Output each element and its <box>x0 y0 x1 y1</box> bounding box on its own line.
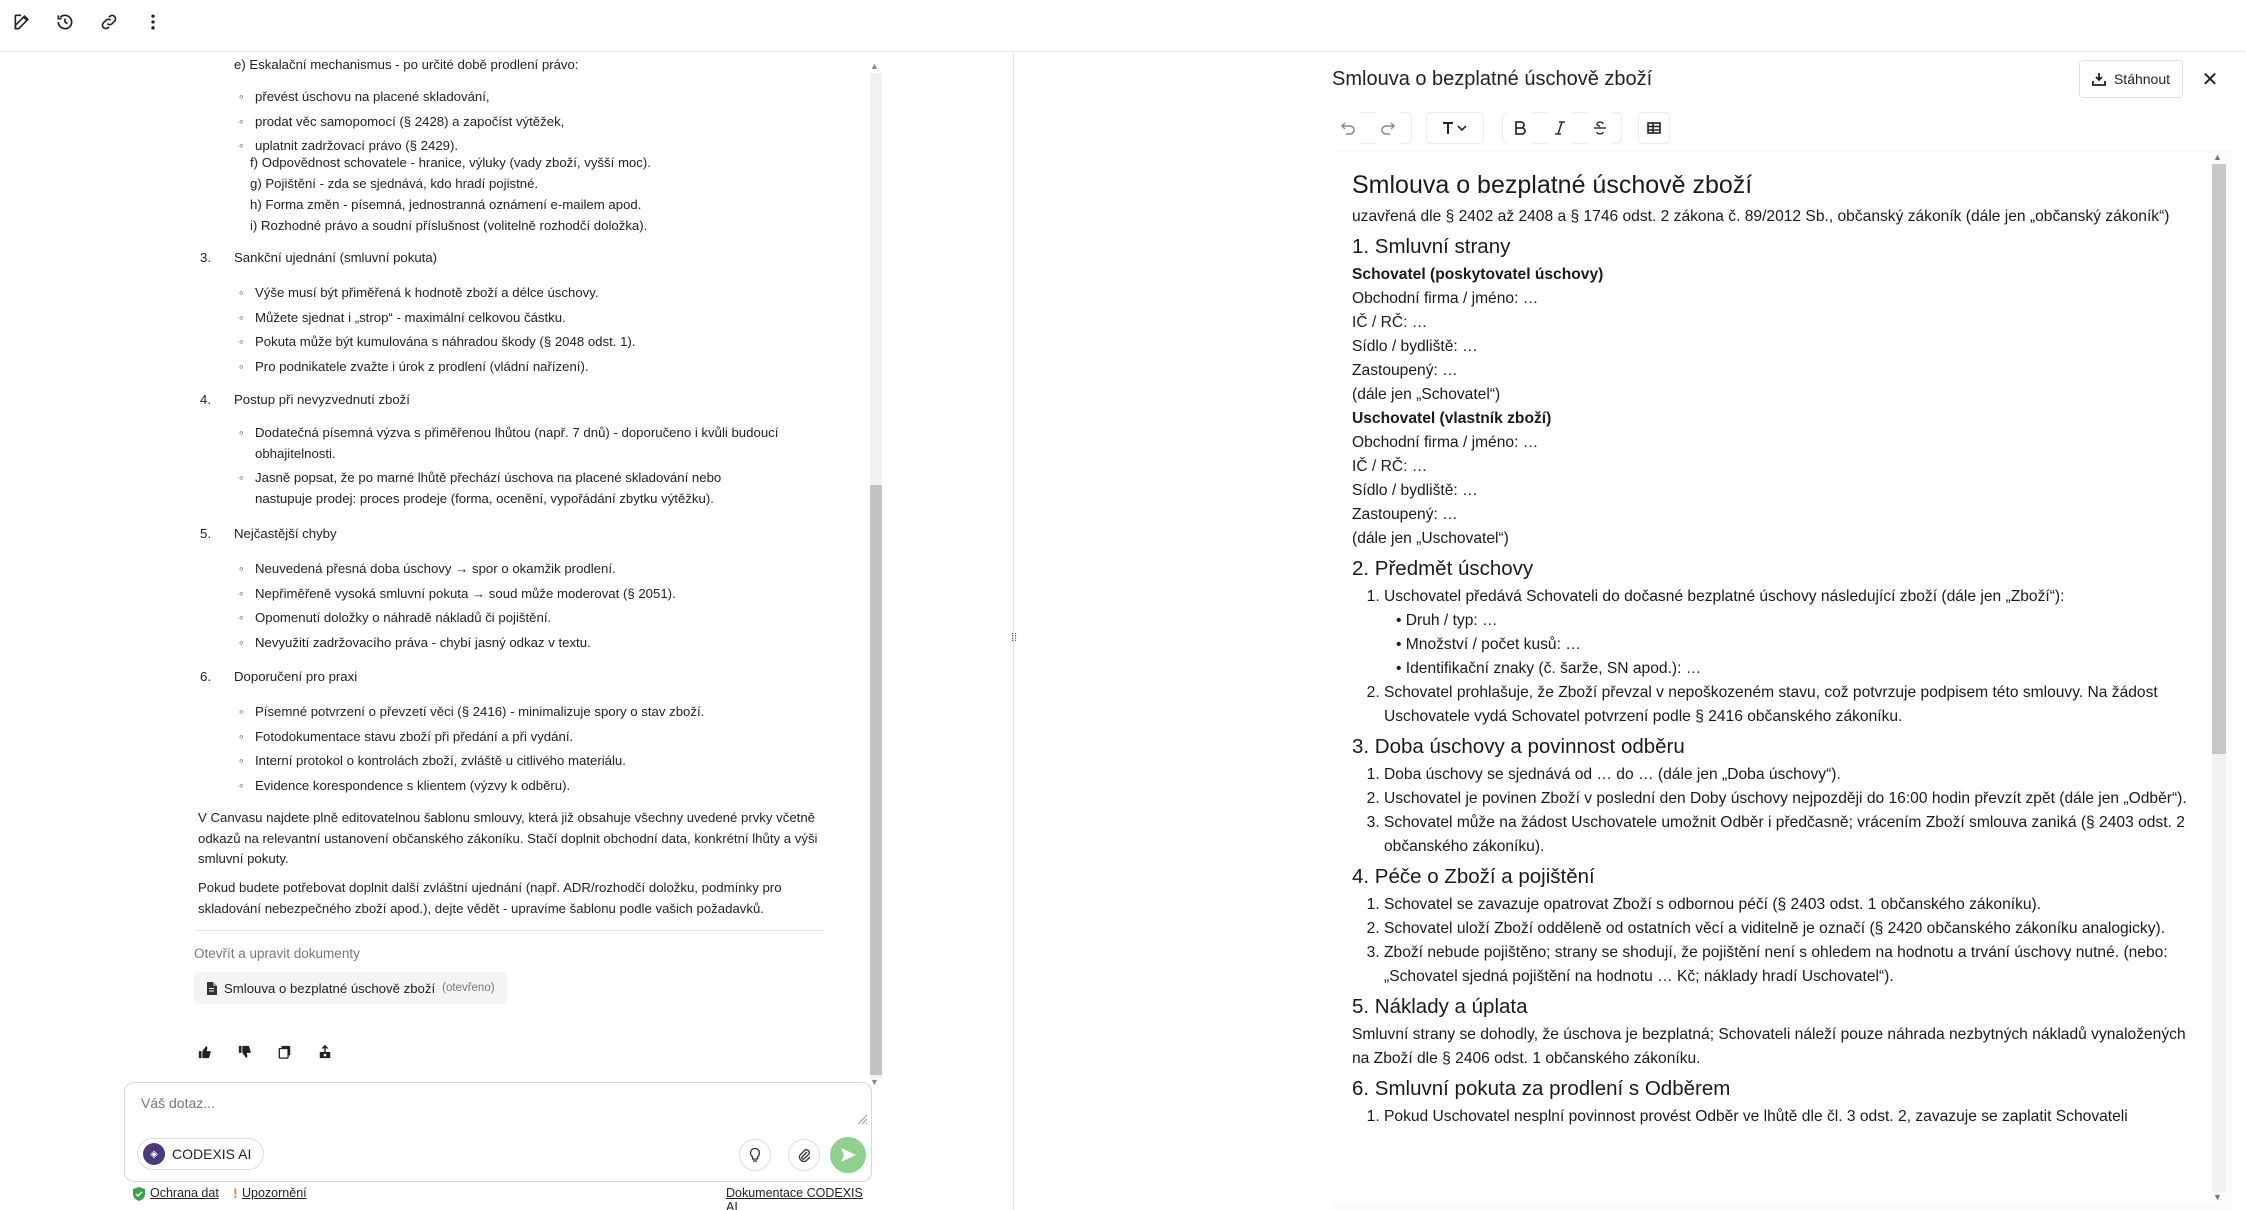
more-vertical-icon[interactable] <box>141 10 165 34</box>
assistant-message <box>178 53 846 1033</box>
lightbulb-icon <box>747 1147 763 1163</box>
list-item: ◦ převést úschovu na placené skladování, <box>239 85 799 110</box>
privacy-link[interactable]: Ochrana dat <box>150 1186 219 1200</box>
message-actions <box>178 1031 350 1073</box>
section-heading <box>200 250 437 265</box>
copy-icon[interactable] <box>278 1045 292 1059</box>
chat-panel <box>0 53 1012 1210</box>
section-number: 6. <box>200 669 211 684</box>
send-icon <box>839 1146 857 1164</box>
section-heading: 1. Smluvní strany <box>1352 235 1511 258</box>
document-title: Smlouva o bezplatné úschově zboží <box>1352 171 1753 199</box>
party-title: Uschovatel (vlastník zboží) <box>1352 410 1552 427</box>
send-button[interactable] <box>830 1137 866 1173</box>
numbered-list <box>1352 585 2202 729</box>
chat-scrollbar[interactable] <box>868 61 882 1086</box>
party-line: Obchodní firma / jméno: … <box>1352 290 1539 307</box>
text-style-dropdown[interactable] <box>1426 112 1484 144</box>
list-item: 1. Schovatel se zavazuje opatrovat Zboží s odbornou péčí (§ 2403 odst. 1 občanského zákoníku). <box>1384 893 2202 917</box>
scrollbar-thumb[interactable] <box>2212 164 2226 754</box>
edit-icon[interactable] <box>10 10 34 34</box>
list-item <box>1384 585 2202 681</box>
party-line: Zastoupený: … <box>1352 506 1458 523</box>
model-name: CODEXIS AI <box>172 1146 252 1162</box>
list-item: ◦ prodat věc samopomocí (§ 2428) a započíst výtěžek, <box>239 110 799 135</box>
list-item: ◦ Dodatečná písemná výzva s přiměřenou lhůtou (např. 7 dnů) - doporučeno i kvůli budoucí obhajitelnosti. <box>239 423 779 464</box>
party-line: Sídlo / bydliště: … <box>1352 338 1478 355</box>
table-icon[interactable] <box>1638 112 1670 144</box>
list-item: ◦ Výše musí být přiměřená k hodnotě zboží a délce úschovy. <box>239 281 799 306</box>
sub-list <box>239 700 799 798</box>
download-button[interactable] <box>2079 60 2183 98</box>
list-item: ◦ Můžete sjednat i „strop“ - maximální celkovou částku. <box>239 306 799 331</box>
resize-handle-icon[interactable]: ⁞⁞ <box>1010 632 1018 644</box>
list-item: 1. Pokud Uschovatel nesplní povinnost provést Odběr ve lhůtě dle čl. 3 odst. 2, zavazuje se zaplatit Schovateli <box>1384 1105 2202 1129</box>
resize-grip-icon[interactable] <box>856 1113 868 1125</box>
list-item: ◦ Jasně popsat, že po marné lhůtě přechází úschova na placené skladování nebo nastupuje prodej: proces prodeje (forma, ocenění, vypořádání zbytku výtěžku). <box>239 468 779 509</box>
numbered-list <box>1352 1105 2202 1129</box>
thumbs-down-icon[interactable] <box>238 1045 252 1059</box>
document-content[interactable] <box>1352 169 2202 1129</box>
list-item: ◦ Interní protokol o kontrolách zboží, zvláště u citlivého materiálu. <box>239 749 799 774</box>
message-paragraph: V Canvasu najdete plně editovatelnou šablonu smlouvy, která již obsahuje všechny uvedené prvky včetně odkazů na relevantní ustanovení občanského zákoníku. Stačí doplnit obchodní data, konkrétní lhůty a výši smluvní pokuty. <box>198 810 818 866</box>
list-item: • Množství / počet kusů: … <box>1396 633 2202 657</box>
model-selector[interactable] <box>137 1138 264 1170</box>
list-item: ◦ Opomenutí doložky o náhradě nákladů či pojištění. <box>239 606 799 631</box>
close-icon[interactable]: ✕ <box>2201 68 2219 91</box>
list-item: • Druh / typ: … <box>1396 609 2202 633</box>
bullet-list <box>1384 609 2202 681</box>
section-heading: 5. Náklady a úplata <box>1352 995 1528 1018</box>
download-label: Stáhnout <box>2113 71 2171 87</box>
party-line: Zastoupený: … <box>1352 362 1458 379</box>
party-line: IČ / RČ: … <box>1352 314 1428 331</box>
divider <box>196 930 824 931</box>
documentation-link[interactable]: Dokumentace CODEXIS AI <box>726 1186 863 1210</box>
chat-scroll-area[interactable] <box>178 53 846 1033</box>
list-item: ◦ Fotodokumentace stavu zboží při předání a při vydání. <box>239 725 799 750</box>
section-number: 5. <box>200 526 211 541</box>
list-item: 1. Doba úschovy se sjednává od … do … (dále jen „Doba úschovy“). <box>1384 763 2202 787</box>
shield-check-icon <box>133 1187 145 1201</box>
link-icon[interactable] <box>97 10 121 34</box>
party-title: Schovatel (poskytovatel úschovy) <box>1352 266 1604 283</box>
list-item: 2. Schovatel uloží Zboží odděleně od ostatních věcí a viditelně je označí (§ 2420 občanského zákoníku analogicky). <box>1384 917 2202 941</box>
document-subtitle: uzavřená dle § 2402 až 2408 a § 1746 odst. 2 zákona č. 89/2012 Sb., občanský zákoník (dále jen „občanský zákoník“) <box>1352 208 2170 225</box>
document-scrollbar[interactable] <box>2210 150 2226 1205</box>
message-paragraph: Pokud budete potřebovat doplnit další zvláštní ujednání (např. ADR/rozhodčí doložku, podmínky pro skladování nebezpečného zboží apod.), dejte vědět - upravíme šablonu podle vašich požadavků. <box>198 880 782 916</box>
document-editor[interactable] <box>1332 153 2214 1203</box>
scroll-up-arrow-icon[interactable]: ▲ <box>870 61 879 71</box>
idea-button[interactable] <box>739 1139 771 1171</box>
list-item: 2. Schovatel prohlašuje, že Zboží převzal v nepoškozeném stavu, což potvrzuje podpisem této smlouvy. Na žádost Uschovatele vydá Schovatel potvrzení podle § 2416 občanského zákoníku. <box>1384 681 2202 729</box>
italic-icon[interactable] <box>1544 112 1576 144</box>
warning-link[interactable]: Upozornění <box>242 1186 307 1200</box>
section-heading <box>200 526 337 541</box>
section-number: 4. <box>200 392 211 407</box>
document-chip-status: (otevřeno) <box>442 982 495 994</box>
section-title: Doporučení pro praxi <box>234 669 358 684</box>
document-icon <box>206 982 217 995</box>
list-item: 3. Zboží nebude pojištěno; strany se shodují, že pojištění není s ohledem na hodnotu a trvání úschovy nutné. (nebo: „Schovatel sjedná pojištění na hodnotu … Kč; náklady hradí Uschovatel“). <box>1384 941 2202 989</box>
section-title: Postup při nevyzvednutí zboží <box>234 392 410 407</box>
thumbs-up-icon[interactable] <box>198 1045 212 1059</box>
party-line: (dále jen „Uschovatel“) <box>1352 530 1509 547</box>
party-line: IČ / RČ: … <box>1352 458 1428 475</box>
warning-icon: ! <box>233 1185 238 1201</box>
list-item: e) Eskalační mechanismus - po určité době prodlení právo: <box>234 57 579 72</box>
section-title: Nejčastější chyby <box>234 526 337 541</box>
list-item: ◦ Nevyužití zadržovacího práva - chybí jasný odkaz v textu. <box>239 631 799 656</box>
list-item: h) Forma změn - písemná, jednostranná oznámení e-mailem apod. <box>250 197 642 212</box>
list-item: f) Odpovědnost schovatele - hranice, výluky (vady zboží, vyšší moc). <box>250 155 651 170</box>
scroll-up-arrow-icon[interactable]: ▲ <box>2213 152 2222 162</box>
list-item: ◦ Neuvedená přesná doba úschovy → spor o okamžik prodlení. <box>239 557 799 582</box>
document-chip-title: Smlouva o bezplatné úschově zboží <box>224 980 436 996</box>
section-heading <box>200 669 357 684</box>
list-item: g) Pojištění - zda se sjednává, kdo hradí pojistné. <box>250 176 539 191</box>
open-documents-label: Otevřít a upravit dokumenty <box>194 946 360 961</box>
scroll-down-arrow-icon[interactable]: ▼ <box>870 1077 879 1087</box>
export-icon[interactable] <box>318 1045 332 1059</box>
list-item-text: Uschovatel předává Schovateli do dočasné bezplatné úschovy následující zboží (dále jen „Zboží“): <box>1384 588 2065 605</box>
section-number: 3. <box>200 250 211 265</box>
attach-button[interactable] <box>788 1139 820 1171</box>
list-item: ◦ Evidence korespondence s klientem (výzvy k odběru). <box>239 774 799 799</box>
redo-icon[interactable] <box>1372 112 1404 144</box>
list-item: 2. Uschovatel je povinen Zboží v poslední den Doby úschovy nejpozději do 16:00 hodin převzít zpět (dále jen „Odběr“). <box>1384 787 2202 811</box>
list-item: ◦ Písemné potvrzení o převzetí věci (§ 2416) - minimalizuje spory o stav zboží. <box>239 700 799 725</box>
history-icon[interactable] <box>53 10 77 34</box>
canvas-title: Smlouva o bezplatné úschově zboží <box>1332 68 1653 90</box>
list-item: ◦ Pokuta může být kumulována s náhradou škody (§ 2048 odst. 1). <box>239 330 799 355</box>
download-icon <box>2092 72 2106 86</box>
model-logo-icon: ◈ <box>143 1143 165 1165</box>
strikethrough-icon[interactable] <box>1584 112 1616 144</box>
top-toolbar <box>0 0 2246 52</box>
section-heading: 4. Péče o Zboží a pojištění <box>1352 865 1595 888</box>
section-heading: 2. Předmět úschovy <box>1352 557 1534 580</box>
footer-links <box>133 1185 873 1210</box>
bold-icon[interactable] <box>1504 112 1536 144</box>
query-input[interactable] <box>141 1095 841 1121</box>
scroll-down-arrow-icon[interactable]: ▼ <box>2213 1192 2222 1202</box>
sub-list <box>239 85 799 159</box>
list-item: ◦ Pro podnikatele zvažte i úrok z prodlení (vládní nařízení). <box>239 355 799 380</box>
numbered-list <box>1352 893 2202 989</box>
list-item: ◦ uplatnit zadržovací právo (§ 2429). <box>239 134 799 159</box>
undo-icon[interactable] <box>1332 112 1364 144</box>
section-heading: 3. Doba úschovy a povinnost odběru <box>1352 735 1685 758</box>
sub-list <box>239 423 779 509</box>
list-item: • Identifikační znaky (č. šarže, SN apod.): … <box>1396 657 2202 681</box>
list-item: 3. Schovatel může na žádost Uschovatele umožnit Odběr i předčasně; vrácením Zboží smlouva zaniká (§ 2403 odst. 2 občanského zákoníku). <box>1384 811 2202 859</box>
party-line: Obchodní firma / jméno: … <box>1352 434 1539 451</box>
paperclip-icon <box>796 1147 812 1163</box>
sub-list <box>239 557 799 655</box>
numbered-list <box>1352 763 2202 859</box>
list-item: ◦ Nepřiměřeně vysoká smluvní pokuta → soud může moderovat (§ 2051). <box>239 582 799 607</box>
party-line: Sídlo / bydliště: … <box>1352 482 1478 499</box>
section-heading <box>200 392 410 407</box>
scrollbar-thumb[interactable] <box>870 485 882 1075</box>
section-heading: 6. Smluvní pokuta za prodlení s Odběrem <box>1352 1077 1731 1100</box>
document-chip[interactable] <box>194 972 507 1004</box>
message-composer <box>124 1082 872 1182</box>
section-title: Sankční ujednání (smluvní pokuta) <box>234 250 438 265</box>
sub-list <box>239 281 799 379</box>
list-item: i) Rozhodné právo a soudní příslušnost (volitelně rozhodčí doložka). <box>250 218 648 233</box>
party-line: (dále jen „Schovatel“) <box>1352 386 1501 403</box>
section-paragraph: Smluvní strany se dohodly, že úschova je bezplatná; Schovateli náleží pouze náhrada nezbytných nákladů vynaložených na Zboží dle § 2406 odst. 1 občanského zákoníku. <box>1352 1026 2186 1067</box>
